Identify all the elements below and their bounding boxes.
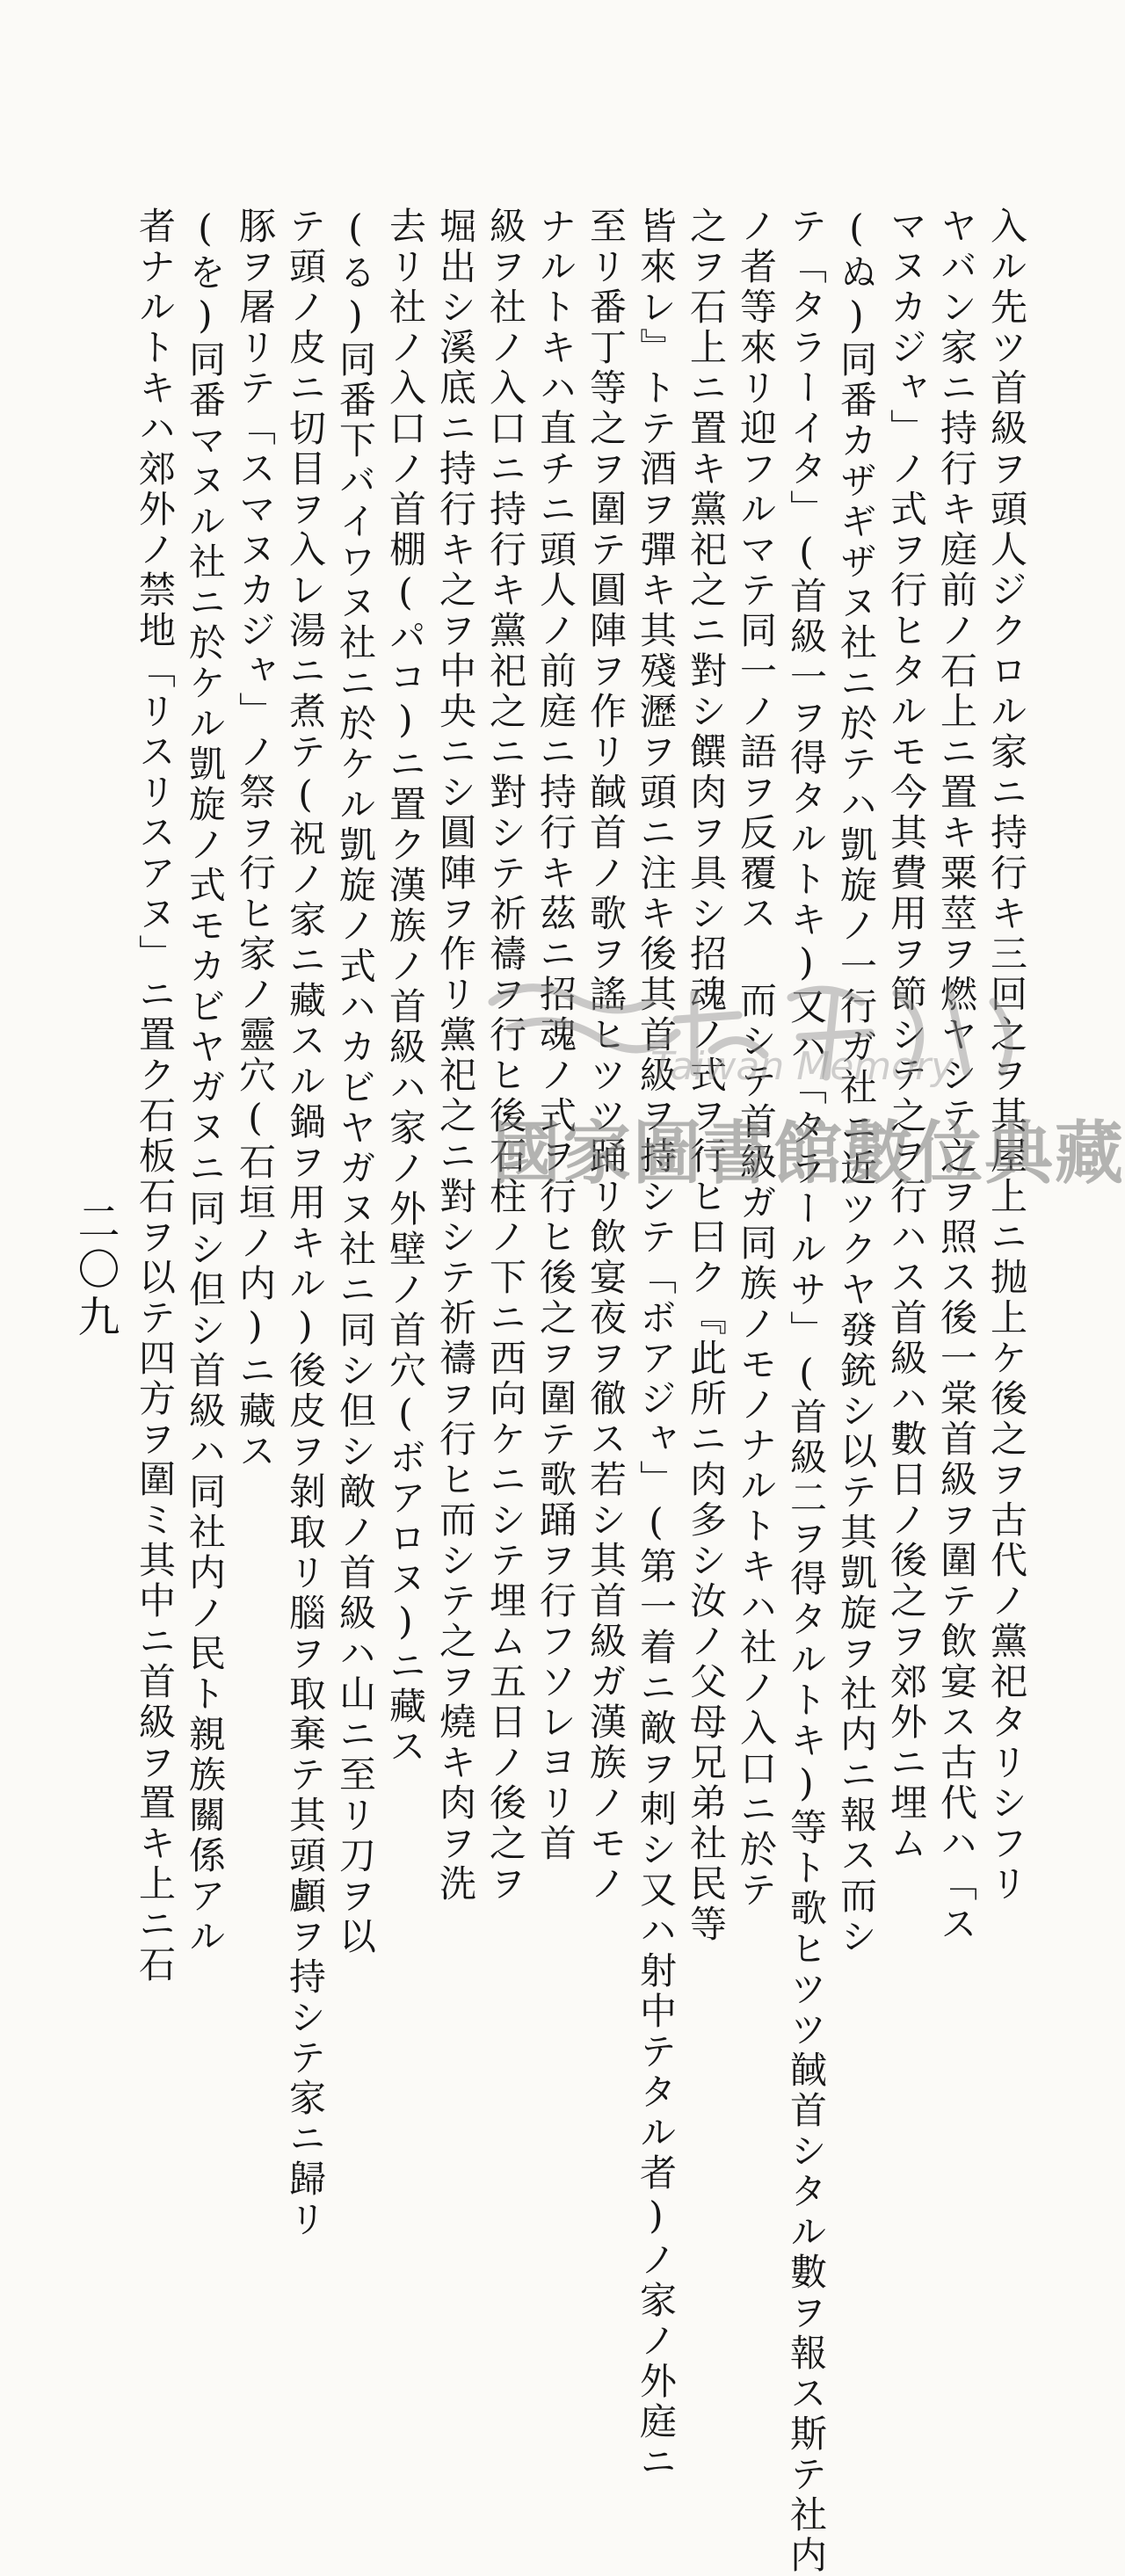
text-column-12: 堀出シ溪底ニ持行キ之ヲ中央ニシ圓陣ヲ作リ黨祀之ニ對シテ祈禱ヲ行ヒ而シテ之ヲ燒キ肉ヲ洗 — [434, 207, 477, 1905]
text-column-16: 豚ヲ屠リテ「スマヌカジャ」ノ祭ヲ行ヒ家ノ靈穴(石垣ノ内)ニ藏ス — [234, 207, 277, 1472]
text-column-11: 級ヲ社ノ入口ニ持行キ黨祀之ニ對シテ祈禱ヲ行ヒ後石柱ノ下ニ西向ケニシテ埋ム五日ノ後之ヲ — [484, 207, 527, 1905]
text-column-1: 入ル先ツ首級ヲ頭人ジクロル家ニ持行キ三回之ヲ其屋上ニ抛上ケ後之ヲ古代ノ黨祀タリシフリ — [985, 207, 1028, 1905]
text-column-15: テ頭ノ皮ニ切目ヲ入レ湯ニ煮テ(祝ノ家ニ藏スル鍋ヲ用キル)後皮ヲ剝取リ腦ヲ取棄テ其頭顱ヲ持シテ家ニ歸リ — [284, 207, 327, 2240]
text-column-10: ナルトキハ直チニ頭人ノ前庭ニ持行キ茲ニ招魂ノ式ヲ行ヒ後之ヲ圍テ歌踊ヲ行フソレヨリ首 — [534, 207, 577, 1864]
text-column-4: (ぬ)同番カザギザヌ社ニ於テハ凱旋ノ一行ガ社ニ近ツクヤ發銃シ以テ其凱旋ヲ社内ニ報ス而シ — [835, 207, 878, 1957]
watermark-english: Taiwan Memory — [650, 1044, 954, 1089]
text-column-17: (を)同番マヌル社ニ於ケル凱旋ノ式モカビヤガヌニ同シ但シ首級ハ同社内ノ民ト親族關係アル — [184, 207, 227, 1957]
text-column-7: 之ヲ石上ニ置キ黨祀之ニ對シ饌肉ヲ具シ招魂ノ式ヲ行ヒ曰ク『此所ニ肉多シ汝ノ父母兄弟社民等 — [685, 207, 728, 1945]
watermark-chinese: 國家圖書館數位典藏 — [492, 1114, 1125, 1194]
text-column-5: テ「タラーイタ」(首級一ヲ得タルトキ)又ハ「タラールサ」(首級二ヲ得タルトキ)等ト歌ヒツツ馘首シタル數ヲ報ス斯テ社内 — [785, 207, 828, 2576]
page-number: 二〇九 — [70, 1200, 120, 1342]
text-column-13: 去リ社ノ入口ノ首棚(パコ)ニ置ク漢族ノ首級ハ家ノ外壁ノ首穴(ボアロヌ)ニ藏ス — [384, 207, 427, 1767]
text-column-3: マヌカジャ」ノ式ヲ行ヒタルモ今其費用ヲ節シテ之ヲ行ハス首級ハ數日ノ後之ヲ郊外ニ埋ム — [885, 207, 928, 1864]
text-column-14: (る)同番下バイワヌ社ニ於ケル凱旋ノ式ハカビヤガヌ社ニ同シ但シ敵ノ首級ハ山ニ至リ刀ヲ以 — [334, 207, 377, 1957]
text-column-2: ヤバン家ニ持行キ庭前ノ石上ニ置キ粟莖ヲ燃ヤシテ之ヲ照ス後一棠首級ヲ圍テ飲宴ス古代ハ「ス — [935, 207, 978, 1945]
text-column-9: 至リ番丁等之ヲ圍テ圓陣ヲ作リ馘首ノ歌ヲ謠ヒツツ踊リ飲宴夜ヲ徹ス若シ其首級ガ漢族ノモノ — [584, 207, 628, 1905]
text-column-6: ノ者等來リ迎フルマテ同一ノ語ヲ反覆ス 而シテ首級ガ同族ノモノナルトキハ社ノ入口ニ於テ — [735, 207, 778, 1911]
text-column-8: 皆來レ』トテ酒ヲ彈キ其殘瀝ヲ頭ニ注キ後其首級ヲ持シテ「ボアジャ」(第一着ニ敵ヲ刺シ又ハ射中テタル者)ノ家ノ外庭ニ — [635, 207, 678, 2483]
text-column-18: 者ナルトキハ郊外ノ禁地「リスリスアヌ」ニ置ク石板石ヲ以テ四方ヲ圍ミ其中ニ首級ヲ置キ上ニ石 — [134, 207, 177, 1985]
